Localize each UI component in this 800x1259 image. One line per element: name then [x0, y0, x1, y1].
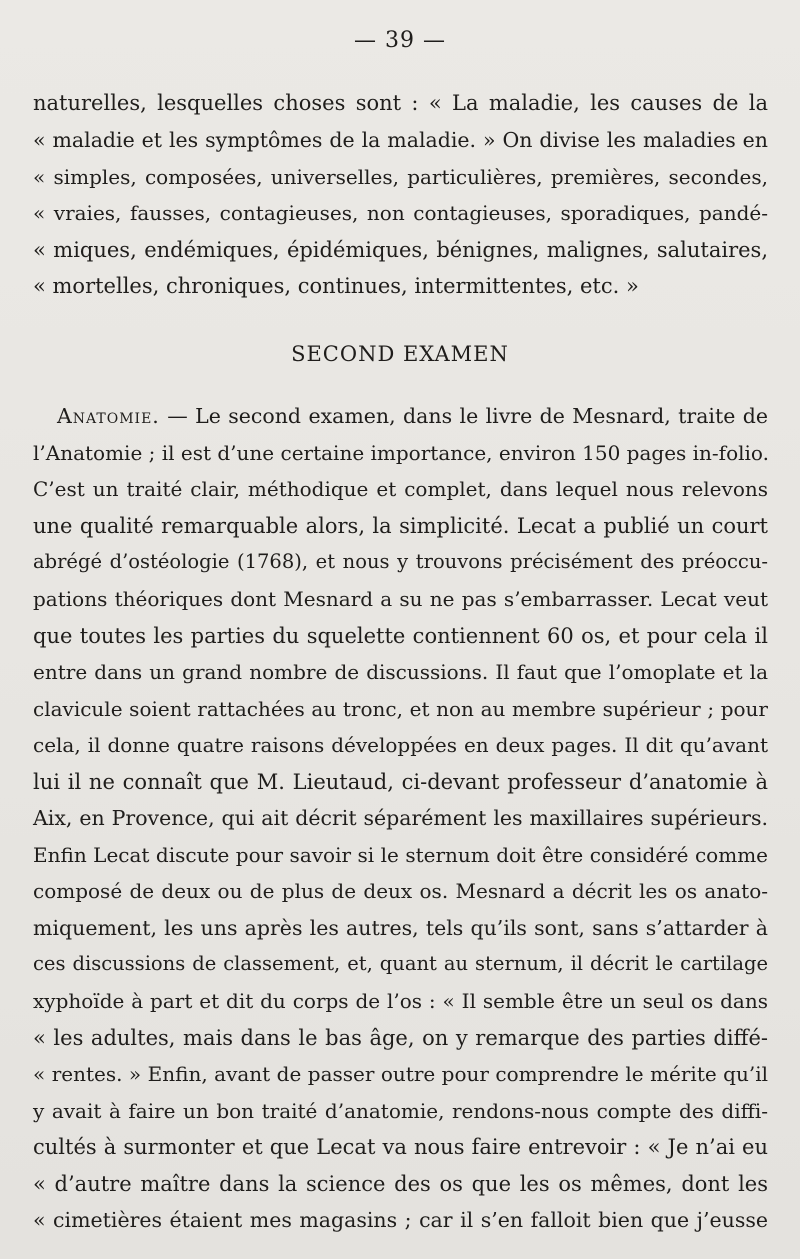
text-line: une qualité remarquable alors, la simplicité. Lecat a publié un court — [33, 514, 768, 538]
text-line: composé de deux ou de plus de deux os. Mesnard a décrit les os anato- — [33, 879, 768, 903]
text-line: « d’autre maître dans la science des os que les os mêmes, dont les — [33, 1172, 768, 1196]
text-line: C’est un traité clair, méthodique et complet, dans lequel nous relevons — [33, 477, 768, 501]
text-line: abrégé d’ostéologie (1768), et nous y trouvons précisément des préoccu- — [33, 550, 768, 573]
text-line: miquement, les uns après les autres, tels qu’ils sont, sans s’attarder à — [33, 916, 768, 940]
paragraph-lead: Anatomie. — [57, 404, 160, 428]
text-line: « rentes. » Enfin, avant de passer outre pour comprendre le mérite qu’il — [33, 1062, 768, 1086]
text-line: « cimetières étaient mes magasins ; car il s’en falloit bien que j’eusse — [33, 1208, 768, 1232]
text-line: y avait à faire un bon traité d’anatomie, rendons-nous compte des diffi- — [33, 1099, 768, 1123]
text-line: « maladie et les symptômes de la maladie. » On divise les maladies en — [33, 128, 768, 152]
text-line: Enfin Lecat discute pour savoir si le sternum doit être considéré comme — [33, 843, 768, 867]
text-line: clavicule soient rattachées au tronc, et non au membre supérieur ; pour — [33, 697, 768, 721]
text-line: « vraies, fausses, contagieuses, non contagieuses, sporadiques, pandé- — [33, 201, 768, 225]
first-line — [57, 403, 768, 429]
text-line: cela, il donne quatre raisons développées en deux pages. Il dit qu’avant — [33, 733, 768, 757]
text-line: xyphoïde à part et dit du corps de l’os : « Il semble être un seul os dans — [33, 989, 768, 1013]
text-line: pations théoriques dont Mesnard a su ne pas s’embarrasser. Lecat veut — [33, 587, 768, 611]
text-line: l’Anatomie ; il est d’une certaine importance, environ 150 pages in-folio. — [33, 441, 769, 465]
text-line: « mortelles, chroniques, continues, intermittentes, etc. » — [33, 274, 639, 298]
text-line: « simples, composées, universelles, particulières, premières, secondes, — [33, 165, 768, 189]
text-line: que toutes les parties du squelette contiennent 60 os, et pour cela il — [33, 624, 768, 648]
text-line: naturelles, lesquelles choses sont : « La maladie, les causes de la — [33, 91, 768, 115]
text-line: ces discussions de classement, et, quant au sternum, il décrit le cartilage — [33, 952, 768, 975]
text-line: cultés à surmonter et que Lecat va nous faire entrevoir : « Je n’ai eu — [33, 1135, 768, 1159]
section-heading: SECOND EXAMEN — [291, 342, 509, 366]
page-number: — 39 — — [354, 28, 446, 53]
text-line: « les adultes, mais dans le bas âge, on y remarque des parties diffé- — [33, 1026, 768, 1050]
text-line: Aix, en Provence, qui ait décrit séparément les maxillaires supérieurs. — [33, 806, 768, 830]
text-line: lui il ne connaît que M. Lieutaud, ci-devant professeur d’anatomie à — [33, 770, 768, 794]
text-line: « miques, endémiques, épidémiques, bénignes, malignes, salutaires, — [33, 238, 768, 262]
first-line-rest: — Le second examen, dans le livre de Mesnard, traite de — [159, 404, 768, 428]
text-line: entre dans un grand nombre de discussions. Il faut que l’omoplate et la — [33, 660, 768, 684]
